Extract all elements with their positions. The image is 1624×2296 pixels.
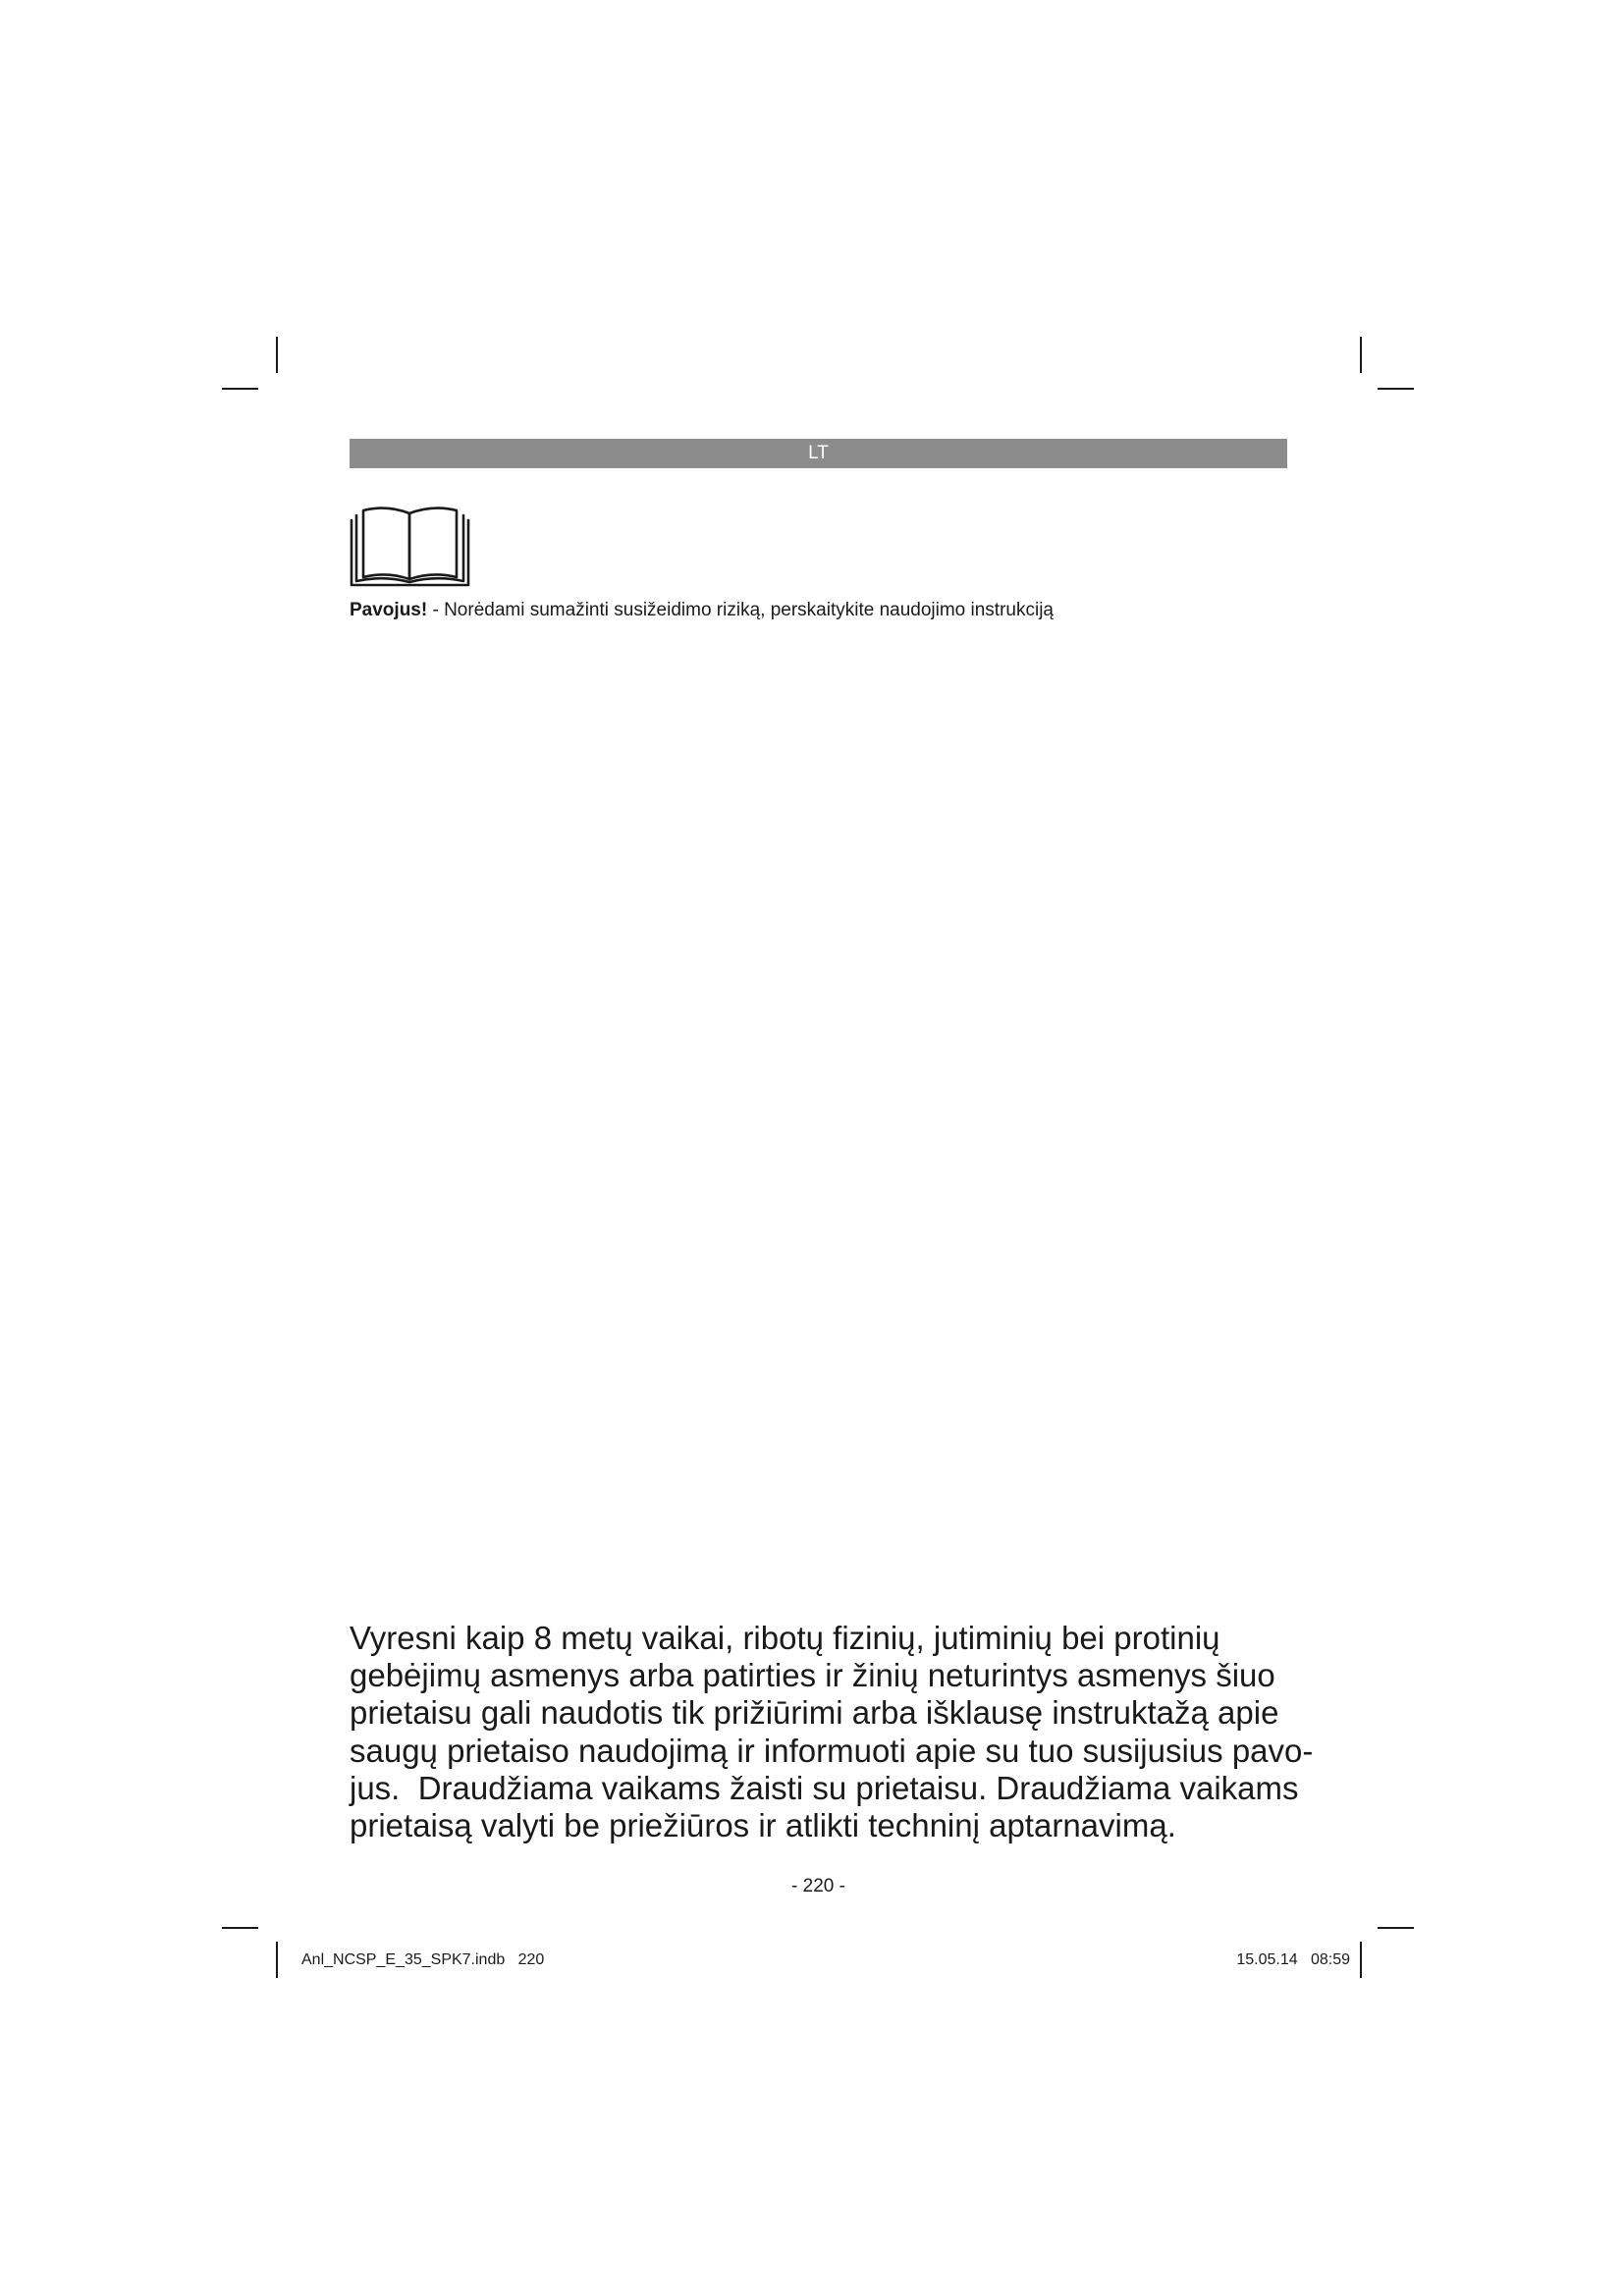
crop-mark-bottom-left-vertical xyxy=(276,1942,278,1978)
paragraph-line: jus. Draudžiama vaikams žaisti su prietaisu. Draudžiama vaikams xyxy=(350,1769,1299,1806)
warning-label: Pavojus! xyxy=(350,600,428,620)
paragraph-line: gebėjimų asmenys arba patirties ir žinių neturintys asmenys šiuo xyxy=(350,1657,1275,1694)
crop-mark-top-left-horizontal xyxy=(222,388,258,390)
warning-text xyxy=(350,600,1054,621)
paragraph-line: prietaisu gali naudotis tik prižiūrimi arba išklausę instruktažą apie xyxy=(350,1694,1279,1732)
page-number: - 220 - xyxy=(791,1876,845,1896)
crop-mark-bottom-left-horizontal xyxy=(222,1927,258,1929)
language-header-bar xyxy=(350,439,1287,468)
warning-message: - Norėdami sumažinti susižeidimo riziką, perskaitykite naudojimo instrukciją xyxy=(427,600,1054,620)
crop-mark-top-right-horizontal xyxy=(1378,388,1414,390)
crop-mark-top-left-vertical xyxy=(276,337,278,373)
paragraph-line: saugų prietaiso naudojimą ir informuoti apie su tuo susijusius pavo- xyxy=(350,1732,1314,1769)
footer-date-time: 15.05.14 08:59 xyxy=(1236,1951,1350,1968)
crop-mark-bottom-right-horizontal xyxy=(1378,1927,1414,1929)
footer-file-name: Anl_NCSP_E_35_SPK7.indb 220 xyxy=(301,1951,545,1968)
safety-paragraph xyxy=(350,1620,1313,1844)
language-code: LT xyxy=(808,443,829,463)
paragraph-line: prietaisą valyti be priežiūros ir atlikti techninį aptarnavimą. xyxy=(350,1807,1176,1844)
paragraph-line: Vyresni kaip 8 metų vaikai, ribotų fizinių, jutiminių bei protinių xyxy=(350,1620,1220,1656)
crop-mark-bottom-right-vertical xyxy=(1360,1942,1362,1978)
crop-mark-top-right-vertical xyxy=(1360,337,1362,373)
book-icon xyxy=(350,505,470,587)
